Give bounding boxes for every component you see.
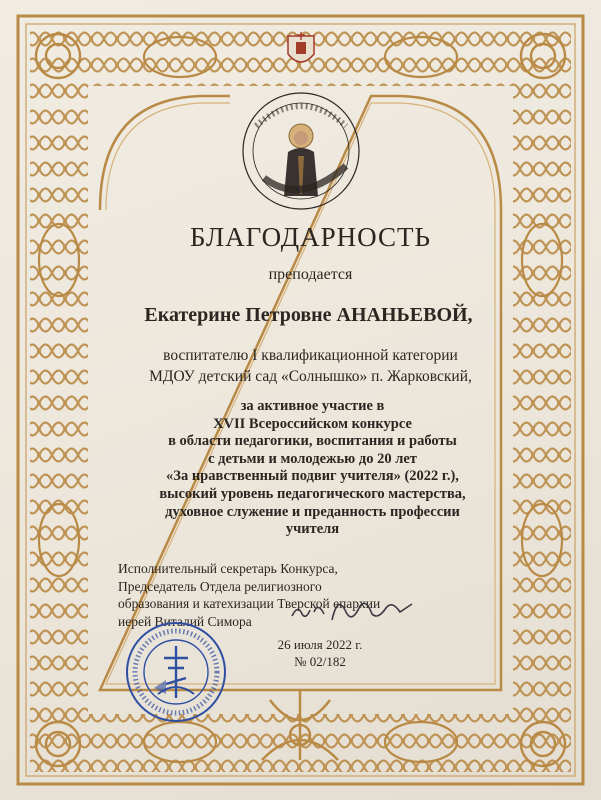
- signer-line: Председатель Отдела религиозного: [118, 578, 322, 594]
- signer-line: Исполнительный секретарь Конкурса,: [118, 561, 338, 576]
- recipient-position: [10, 345, 601, 387]
- reason-line: в области педагогики, воспитания и работы: [168, 433, 457, 450]
- date-block: [250, 636, 390, 670]
- document-number: № 02/182: [294, 654, 346, 669]
- round-church-stamp-icon: [124, 620, 228, 724]
- reason-line: с детьми и молодежью до 20 лет: [208, 450, 417, 467]
- recipient-name: Екатерине Петровне АНАНЬЕВОЙ,: [144, 304, 473, 326]
- handwritten-signature-icon: [288, 590, 418, 630]
- reason-line: духовное служение и преданность профессии: [165, 503, 460, 520]
- issue-date: 26 июля 2022 г.: [277, 637, 363, 652]
- signer-line: образования и катехизации Тверской епархии: [118, 596, 381, 611]
- eparchy-emblem-icon: [286, 30, 316, 70]
- reason-line: «За нравственный подвиг учителя» (2022 г.),: [166, 468, 459, 485]
- position-line: воспитателю I квалификационной категории: [163, 347, 458, 364]
- certificate-title: БЛАГОДАРНОСТЬ: [190, 222, 431, 252]
- position-line: МДОУ детский сад «Солнышко» п. Жарковский,: [149, 368, 472, 385]
- signer-line: иерей Виталий Симора: [118, 613, 252, 629]
- reason-line: высокий уровень педагогического мастерства,: [159, 485, 466, 502]
- presented-caption: преподается: [268, 266, 353, 283]
- reason-line: учителя: [285, 521, 340, 538]
- reason-line: XVII Всероссийском конкурсе: [213, 415, 412, 432]
- award-reason: [12, 398, 601, 539]
- reason-line: за активное участие в: [240, 398, 385, 414]
- icon-saint-emblem: [236, 86, 366, 216]
